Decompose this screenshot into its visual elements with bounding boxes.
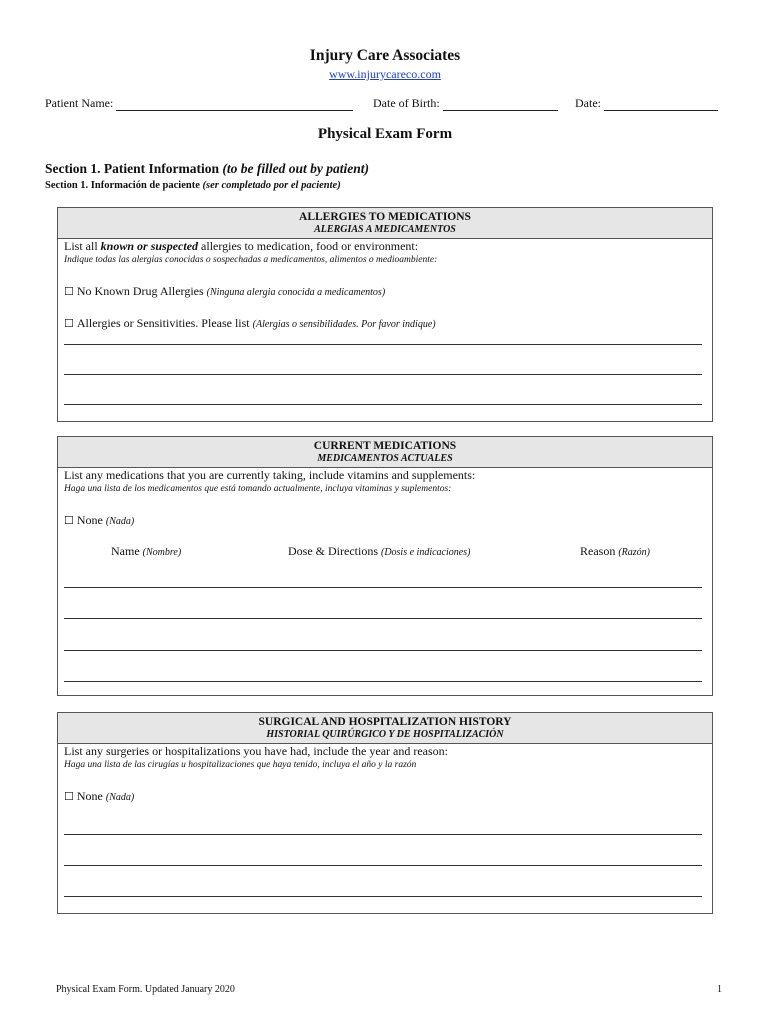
date-label: Date: <box>575 96 601 110</box>
col-dose-header <box>288 544 470 559</box>
surgical-header-title: SURGICAL AND HOSPITALIZATION HISTORY <box>258 716 512 728</box>
patient-name-input[interactable] <box>116 98 353 111</box>
no-known-allergies-option[interactable] <box>64 284 385 299</box>
allergies-header <box>58 208 712 239</box>
footer-text: Physical Exam Form. Updated January 2020 <box>56 984 235 995</box>
allergies-sensitivities-label: Allergies or Sensitivities. Please list <box>76 316 250 330</box>
dob-input[interactable] <box>443 98 558 111</box>
surgical-line-1[interactable] <box>64 834 702 835</box>
medications-none-label-es: (Nada) <box>105 516 135 527</box>
section-subtitle-note: (ser completado por el paciente) <box>202 180 341 191</box>
allergies-box <box>57 207 713 422</box>
medications-line-3[interactable] <box>64 650 702 651</box>
surgical-line-3[interactable] <box>64 896 702 897</box>
section-title-note: (to be filled out by patient) <box>222 161 369 176</box>
section-subtitle <box>45 180 341 191</box>
organization-name: Injury Care Associates <box>309 47 461 64</box>
col-name-label: Name <box>111 544 140 558</box>
page-number: 1 <box>717 984 722 995</box>
surgical-none-label-es: (Nada) <box>105 792 135 803</box>
medications-instruction: List any medications that you are currently taking, include vitamins and supplements: <box>64 468 476 482</box>
surgical-instruction: List any surgeries or hospitalizations you have had, include the year and reason: <box>64 744 448 758</box>
surgical-line-2[interactable] <box>64 865 702 866</box>
allergies-inst-post: allergies to medication, food or environment: <box>198 239 419 253</box>
no-known-allergies-label-es: (Ninguna alergia conocida a medicamentos) <box>206 287 386 298</box>
allergies-line-1[interactable] <box>64 344 702 345</box>
allergies-sensitivities-option[interactable] <box>64 316 436 331</box>
col-dose-label-es: (Dosis e indicaciones) <box>380 547 471 558</box>
surgical-none-label: None <box>76 789 103 803</box>
medications-none-label: None <box>76 513 103 527</box>
medications-header-title-es: MEDICAMENTOS ACTUALES <box>317 453 453 464</box>
website-link[interactable]: www.injurycareco.com <box>329 67 441 81</box>
col-reason-label-es: (Razón) <box>618 547 650 558</box>
medications-none-checkbox[interactable]: ☐ <box>64 514 74 527</box>
allergies-sensitivities-label-es: (Alergias o sensibilidades. Por favor indique) <box>252 319 436 330</box>
dob-field <box>373 96 558 111</box>
no-known-allergies-checkbox[interactable]: ☐ <box>64 285 74 298</box>
patient-name-field <box>45 96 353 111</box>
medications-line-2[interactable] <box>64 618 702 619</box>
section-title-text: Section 1. Patient Information <box>45 161 219 176</box>
allergies-instruction-es: Indique todas las alergias conocidas o sospechadas a medicamentos, alimentos o medioambiente: <box>64 255 438 265</box>
section-subtitle-text: Section 1. Información de paciente <box>45 180 200 191</box>
allergies-instruction <box>64 239 418 254</box>
allergies-header-title-es: ALERGIAS A MEDICAMENTOS <box>314 224 456 235</box>
allergies-line-3[interactable] <box>64 404 702 405</box>
surgical-header <box>58 713 712 744</box>
medications-header-title: CURRENT MEDICATIONS <box>313 440 457 452</box>
allergies-inst-pre: List all <box>64 239 101 253</box>
medications-box <box>57 436 713 696</box>
form-title: Physical Exam Form <box>317 126 453 142</box>
col-dose-label: Dose & Directions <box>288 544 378 558</box>
col-name-label-es: (Nombre) <box>142 547 182 558</box>
surgical-box <box>57 712 713 914</box>
col-name-header <box>111 544 181 559</box>
dob-label: Date of Birth: <box>373 96 440 110</box>
patient-name-label: Patient Name: <box>45 96 114 110</box>
medications-line-4[interactable] <box>64 681 702 682</box>
allergies-inst-emphasis: known or suspected <box>100 239 199 253</box>
medications-header <box>58 437 712 468</box>
allergies-header-title: ALLERGIES TO MEDICATIONS <box>299 211 471 223</box>
medications-instruction-es: Haga una lista de los medicamentos que está tomando actualmente, incluya vitaminas y suplementos: <box>64 484 452 494</box>
section-title <box>45 161 369 177</box>
no-known-allergies-label: No Known Drug Allergies <box>76 284 204 298</box>
col-reason-label: Reason <box>580 544 616 558</box>
surgical-instruction-es: Haga una lista de las cirugías u hospitalizaciones que haya tenido, incluya el año y la razón <box>64 760 417 770</box>
date-input[interactable] <box>604 98 718 111</box>
allergies-line-2[interactable] <box>64 374 702 375</box>
allergies-sensitivities-checkbox[interactable]: ☐ <box>64 317 74 330</box>
col-reason-header <box>580 544 650 559</box>
surgical-none-checkbox[interactable]: ☐ <box>64 790 74 803</box>
surgical-none-option[interactable] <box>64 789 134 804</box>
date-field <box>575 96 718 111</box>
surgical-header-title-es: HISTORIAL QUIRÚRGICO Y DE HOSPITALIZACIÓN <box>266 729 504 740</box>
medications-none-option[interactable] <box>64 513 134 528</box>
medications-line-1[interactable] <box>64 587 702 588</box>
